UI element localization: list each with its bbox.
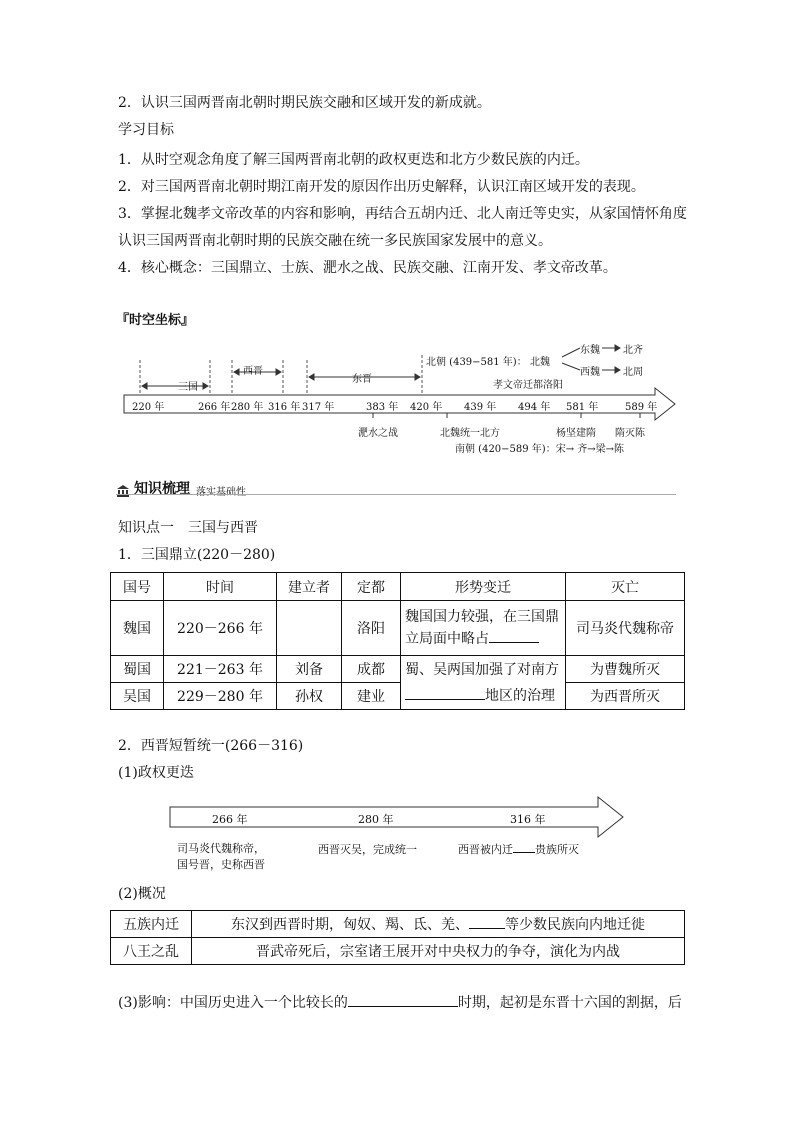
building-icon xyxy=(116,484,130,498)
kp-subheading: (2)概况 xyxy=(118,886,166,902)
kp-subheading: 2．西晋短暂统一(266－316) xyxy=(118,738,304,754)
table-header: 国号 xyxy=(111,573,164,601)
table-row xyxy=(111,938,685,965)
cell-value: 东汉到西晋时期，匈奴、羯、氐、羌、 等少数民族向内地迁徙 xyxy=(192,911,685,938)
span-label: 三国 xyxy=(178,382,198,393)
tick-label: 420 年 xyxy=(410,402,443,413)
cell-end: 为曹魏所灭 xyxy=(566,656,685,683)
cell-founder: 刘备 xyxy=(277,656,342,683)
span-label: 西晋 xyxy=(243,366,263,377)
blank[interactable] xyxy=(489,628,539,643)
event-label: 杨坚建隋 xyxy=(556,428,596,439)
blank[interactable] xyxy=(405,685,485,700)
tick-label: 589 年 xyxy=(625,402,658,413)
goal-item: 认识三国两晋南北朝时期的民族交融在统一多民族国家发展中的意义。 xyxy=(118,233,552,249)
cell-end: 为西晋所灭 xyxy=(566,683,685,710)
cell-capital: 洛阳 xyxy=(342,601,401,656)
event-label: 淝水之战 xyxy=(358,428,398,439)
three-kingdoms-table xyxy=(110,572,685,710)
tick-label: 383 年 xyxy=(366,402,399,413)
goal-item: 4．核心概念：三国鼎立、士族、淝水之战、民族交融、江南开发、孝文帝改革。 xyxy=(118,260,617,276)
span-label: 东晋 xyxy=(352,374,372,385)
arrow-event: 西晋灭吴，完成统一 xyxy=(318,843,417,856)
kp-subheading: 1．三国鼎立(220－280) xyxy=(118,547,276,563)
tick-label: 581 年 xyxy=(566,402,599,413)
cell-end: 司马炎代魏称帝 xyxy=(566,601,685,656)
arrow-event: 司马炎代魏称帝， 国号晋，史称西晋 xyxy=(177,842,265,871)
table-row xyxy=(111,656,685,683)
cell-key: 八王之乱 xyxy=(111,938,192,965)
dynasty-label: 西魏 xyxy=(580,367,600,378)
arrow-year: 316 年 xyxy=(510,813,546,826)
cell-key: 五族内迁 xyxy=(111,911,192,938)
section-divider xyxy=(116,494,676,495)
table-row xyxy=(111,601,685,656)
goal-item: 3．掌握北魏孝文帝改革的内容和影响，再结合五胡内迁、北人南迁等史实，从家国情怀角度 xyxy=(118,206,687,222)
intro-line: 2．认识三国两晋南北朝时期民族交融和区域开发的新成就。 xyxy=(118,95,491,111)
kp-title: 知识点一 三国与西晋 xyxy=(118,520,258,536)
event-label: 孝文帝迁都洛阳 xyxy=(493,380,563,391)
table-row xyxy=(111,911,685,938)
blank[interactable] xyxy=(513,841,535,853)
dynasty-label: 东魏 xyxy=(580,345,600,356)
tick-label: 220 年 xyxy=(132,402,165,413)
table-row xyxy=(111,683,685,710)
blank[interactable] xyxy=(469,914,505,929)
cell-founder: 孙权 xyxy=(277,683,342,710)
section-header xyxy=(116,478,246,498)
cell-name: 魏国 xyxy=(111,601,164,656)
goal-item: 1．从时空观念角度了解三国两晋南北朝的政权更迭和北方少数民族的内迁。 xyxy=(118,152,589,168)
dynasty-label: 北齐 xyxy=(623,345,643,356)
cell-value: 晋武帝死后，宗室诸王展开对中央权力的争夺，演化为内战 xyxy=(192,938,685,965)
cell-name: 蜀国 xyxy=(111,656,164,683)
table-header: 定都 xyxy=(342,573,401,601)
tick-label: 317 年 xyxy=(302,402,335,413)
dynasty-label: 北周 xyxy=(623,367,643,378)
cell-situation: 魏国国力较强，在三国鼎 立局面中略占 xyxy=(401,601,566,656)
cell-capital: 成都 xyxy=(342,656,401,683)
section-title: 知识梳理 xyxy=(134,481,190,497)
kp-subheading: (1)政权更迭 xyxy=(118,765,194,781)
arrow-year: 280 年 xyxy=(358,813,394,826)
event-label: 北魏统一北方 xyxy=(440,428,500,439)
table-header: 建立者 xyxy=(277,573,342,601)
table-header: 灭亡 xyxy=(566,573,685,601)
cell-name: 吴国 xyxy=(111,683,164,710)
arrow-event: 西晋被内迁 贵族所灭 xyxy=(458,843,579,856)
cell-time: 220－266 年 xyxy=(164,601,277,656)
cell-founder xyxy=(277,601,342,656)
blank[interactable] xyxy=(348,992,458,1007)
goal-item: 2．对三国两晋南北朝时期江南开发的原因作出历史解释，认识江南区域开发的表现。 xyxy=(118,179,645,195)
event-label: 隋灭陈 xyxy=(615,428,645,439)
kp-paragraph: (3)影响：中国历史进入一个比较长的 时期，起初是东晋十六国的割据，后 xyxy=(118,992,682,1013)
dynasty-label: 北魏 xyxy=(530,357,550,368)
timeline-heading: 『时空坐标』 xyxy=(116,313,195,328)
tick-label: 280 年 xyxy=(231,402,264,413)
south-label: 南朝 (420−589 年)：宋→ 齐→梁→陈 xyxy=(455,444,625,455)
overview-table xyxy=(110,910,685,965)
cell-capital: 建业 xyxy=(342,683,401,710)
table-header: 形势变迁 xyxy=(401,573,566,601)
north-label: 北朝 (439−581 年)： xyxy=(426,357,527,368)
goal-heading: 学习目标 xyxy=(118,122,174,138)
cell-time: 229－280 年 xyxy=(164,683,277,710)
cell-time: 221－263 年 xyxy=(164,656,277,683)
arrow-year: 266 年 xyxy=(212,813,248,826)
tick-label: 266 年 xyxy=(198,402,231,413)
cell-situation: 蜀、吴两国加强了对南方 地区的治理 xyxy=(401,656,566,710)
tick-label: 494 年 xyxy=(518,402,551,413)
table-header: 时间 xyxy=(164,573,277,601)
section-subtitle: 落实基础性 xyxy=(196,487,246,498)
tick-label: 439 年 xyxy=(464,402,497,413)
tick-label: 316 年 xyxy=(268,402,301,413)
